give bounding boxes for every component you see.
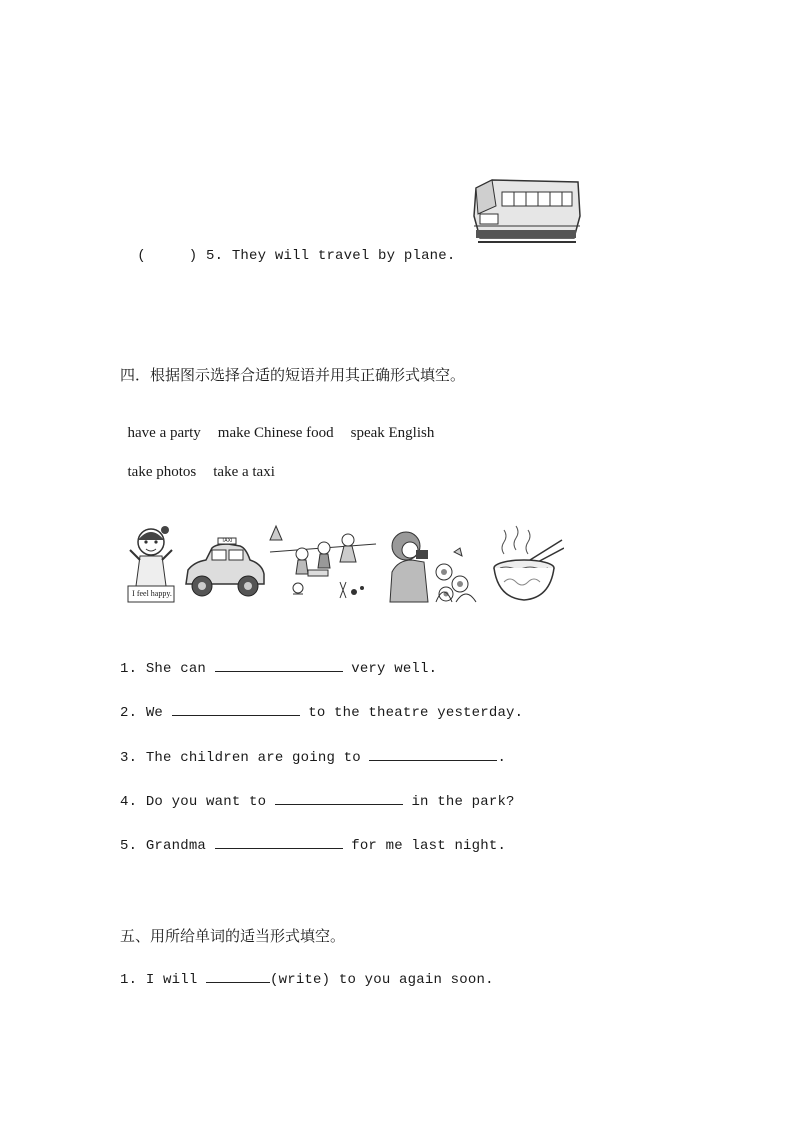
- taxi-sign: TAXI: [221, 538, 233, 544]
- answer-blank[interactable]: [369, 748, 497, 761]
- fill-in-item: [120, 970, 494, 988]
- item-text: She can: [145, 661, 215, 677]
- phrase-option: speak English: [350, 425, 435, 441]
- word-hint: (write): [270, 972, 331, 988]
- phrase-bank-row-2: [120, 447, 275, 481]
- question-5-text: 5. They will travel by plane.: [206, 248, 456, 264]
- item-text: to the theatre yesterday.: [299, 705, 524, 721]
- item-text: I will: [145, 972, 207, 988]
- item-number: 5.: [120, 838, 138, 854]
- phrase-option: make Chinese food: [217, 425, 334, 441]
- party-icon: [268, 522, 378, 604]
- item-number: 2.: [120, 705, 138, 721]
- noodle-bowl-icon: [490, 522, 564, 604]
- item-text: .: [497, 750, 507, 766]
- item-text: Do you want to: [145, 794, 275, 810]
- fill-in-item: [120, 703, 523, 721]
- item-text: for me last night.: [342, 838, 507, 854]
- photographer-icon: [384, 522, 480, 604]
- item-text: in the park?: [402, 794, 515, 810]
- phrase-bank-row-1: [120, 408, 434, 442]
- item-number: 1.: [120, 661, 138, 677]
- answer-blank[interactable]: [206, 970, 270, 983]
- item-text: very well.: [342, 661, 438, 677]
- phrase-option: have a party: [127, 425, 201, 441]
- item-text: We: [145, 705, 172, 721]
- item-number: 1.: [120, 972, 138, 988]
- fill-in-item: [120, 792, 515, 810]
- item-text: Grandma: [145, 838, 215, 854]
- girl-speaking-icon: [124, 522, 178, 604]
- answer-blank[interactable]: [275, 792, 403, 805]
- answer-blank[interactable]: [215, 836, 343, 849]
- phrase-option: take a taxi: [213, 464, 275, 480]
- fill-in-item: [120, 659, 437, 677]
- section-5-title: 五、用所给单词的适当形式填空。: [120, 927, 346, 945]
- phrase-option: take photos: [127, 464, 197, 480]
- section-4-title: 四．根据图示选择合适的短语并用其正确形式填空。: [120, 366, 466, 384]
- train-icon: [470, 176, 582, 248]
- answer-paren: ( ): [137, 248, 198, 264]
- item-number: 3.: [120, 750, 138, 766]
- taxi-icon: [182, 522, 266, 604]
- item-number: 4.: [120, 794, 138, 810]
- fill-in-item: [120, 836, 506, 854]
- answer-blank[interactable]: [172, 703, 300, 716]
- picture-caption: I feel happy.: [132, 589, 172, 598]
- item-text: The children are going to: [145, 750, 370, 766]
- answer-blank[interactable]: [215, 659, 343, 672]
- item-text: to you again soon.: [330, 972, 494, 988]
- question-5: [120, 232, 455, 264]
- fill-in-item: [120, 748, 506, 766]
